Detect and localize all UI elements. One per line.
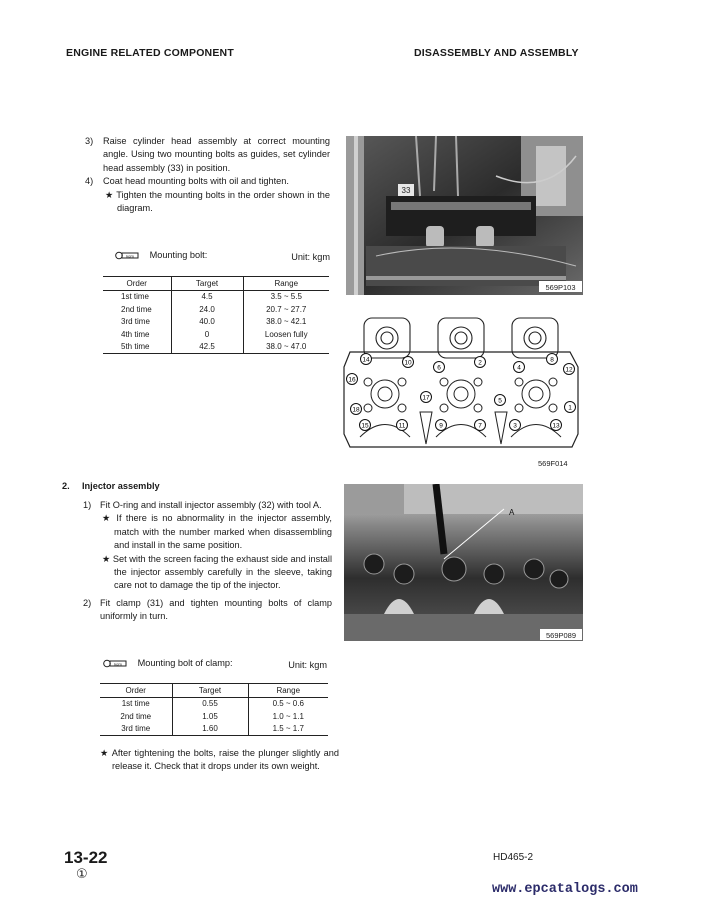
- bolt-order-number: 6: [437, 364, 441, 372]
- bolt-order-number: 8: [550, 356, 554, 364]
- bolt-order-number: 9: [439, 422, 443, 430]
- bolt-order-marker: [421, 392, 432, 403]
- note-item: ★ Set with the screen facing the exhaust side and install the injector assembly carefully in the sleeve, taking care not to damage the tip of the injector.: [102, 553, 332, 591]
- section-2-step-1: [62, 499, 332, 512]
- table-cell: 3rd time: [121, 724, 151, 734]
- column-header: Target: [172, 684, 248, 698]
- svg-text:569P089: 569P089: [545, 631, 577, 640]
- step-number: 1): [83, 500, 92, 510]
- table-row: [100, 697, 328, 710]
- bolt-order-marker: [351, 404, 362, 415]
- bolt-order-marker: [475, 420, 486, 431]
- torque-table-2: [100, 683, 328, 736]
- table-cell: 20.7 ~ 27.7: [243, 303, 329, 316]
- table-cell: 3.5 ~ 5.5: [243, 290, 329, 303]
- column-header: Order: [125, 685, 146, 695]
- table-cell: 5th time: [121, 342, 150, 352]
- bolt-order-number: 5: [498, 397, 502, 405]
- bolt-order-number: 13: [552, 422, 560, 430]
- bolt-order-number: 2: [478, 359, 482, 367]
- table-cell: 0.5 ~ 0.6: [248, 697, 328, 710]
- section-header-left: ENGINE RELATED COMPONENT: [66, 47, 234, 59]
- torque-unit: Unit: kgm: [288, 660, 327, 670]
- step-list-head: [85, 135, 330, 215]
- diagram-caption: 569F014: [538, 459, 568, 468]
- table-cell: 2nd time: [120, 711, 152, 721]
- step-3: [85, 135, 330, 175]
- bolt-order-marker: [514, 362, 525, 373]
- bolt-order-marker: [547, 354, 558, 365]
- torque-label: Mounting bolt of clamp:: [137, 658, 233, 668]
- torque-unit: Unit: kgm: [291, 252, 330, 262]
- bolt-order-number: 18: [352, 406, 360, 414]
- section-2-heading: [62, 480, 332, 494]
- bolt-order-number: 17: [422, 394, 430, 402]
- table-cell: 42.5: [171, 341, 243, 354]
- table-cell: 40.0: [171, 316, 243, 329]
- section-header-right: DISASSEMBLY AND ASSEMBLY: [414, 47, 579, 59]
- bolt-order-marker: [403, 357, 414, 368]
- engine-photo-illustration: [346, 136, 583, 295]
- svg-text:kgm: kgm: [126, 253, 134, 259]
- bolt-order-marker: [436, 420, 447, 431]
- svg-text:A: A: [509, 508, 515, 517]
- table-row: [103, 316, 329, 329]
- bolt-order-number: 4: [517, 364, 521, 372]
- svg-text:33: 33: [401, 186, 411, 195]
- column-header: Order: [126, 278, 147, 288]
- table-cell: Loosen fully: [243, 328, 329, 341]
- bolt-order-marker: [475, 357, 486, 368]
- torque-spec-2: [103, 657, 327, 671]
- torque-wrench-icon: [103, 659, 127, 668]
- table-cell: 1st time: [121, 699, 150, 709]
- page-number: 13-22: [64, 848, 108, 867]
- table-row: [103, 328, 329, 341]
- table-cell: 24.0: [171, 303, 243, 316]
- bolt-order-number: 3: [513, 422, 517, 430]
- torque-spec-1: [115, 249, 330, 263]
- section-2-step-2: [62, 597, 332, 624]
- bolt-tightening-order-diagram: [340, 312, 582, 468]
- step-4: [85, 175, 330, 188]
- column-header: Range: [243, 277, 329, 291]
- table-cell: 2nd time: [121, 304, 152, 314]
- torque-table-1: [103, 276, 329, 354]
- bolt-order-marker: [495, 395, 506, 406]
- table-row: [100, 710, 328, 723]
- table-cell: 1.5 ~ 1.7: [248, 723, 328, 736]
- bolt-order-number: 14: [362, 356, 370, 364]
- injector-photo: [344, 484, 583, 641]
- bolt-order-number: 11: [398, 422, 406, 430]
- note-head: ★ Tighten the mounting bolts in the order shown in the diagram.: [105, 189, 330, 214]
- cylinder-head-photo: [346, 136, 583, 295]
- svg-text:kgm: kgm: [114, 661, 122, 667]
- bolt-order-number: 10: [404, 359, 412, 367]
- bolt-order-marker: [564, 364, 575, 375]
- svg-text:569P103: 569P103: [545, 283, 576, 292]
- table-cell: 3rd time: [121, 317, 150, 327]
- table-cell: 0: [171, 328, 243, 341]
- step-number: 4): [85, 176, 94, 187]
- table-cell: 1st time: [121, 292, 150, 302]
- column-header: Range: [248, 684, 328, 698]
- step-number: 2): [83, 597, 92, 608]
- table-row: [103, 290, 329, 303]
- table-header-row: [103, 277, 329, 291]
- section-2: [62, 480, 332, 624]
- bolt-order-number: 7: [478, 422, 482, 430]
- watermark-url-link[interactable]: www.epcatalogs.com: [492, 882, 638, 897]
- torque-label: Mounting bolt:: [149, 250, 208, 260]
- table-cell: 38.0 ~ 42.1: [243, 316, 329, 329]
- step-text: Fit O-ring and install injector assembly (32) with tool A.: [100, 500, 322, 510]
- section-number: 2.: [62, 481, 70, 491]
- bolt-order-number: 1: [568, 404, 572, 412]
- section-title: Injector assembly: [82, 481, 160, 491]
- table-header-row: [100, 684, 328, 698]
- torque-wrench-icon: [115, 251, 139, 260]
- note-item: ★ If there is no abnormality in the injector assembly, match with the number marked when disassembling and install in the same position.: [102, 513, 332, 551]
- table-cell: 38.0 ~ 47.0: [243, 341, 329, 354]
- diagram-svg: [340, 312, 582, 457]
- bolt-order-marker: [347, 374, 358, 385]
- table-cell: 4.5: [171, 290, 243, 303]
- bolt-order-marker: [551, 420, 562, 431]
- table-cell: 0.55: [172, 697, 248, 710]
- bolt-order-marker: [565, 402, 576, 413]
- step-text: Fit clamp (31) and tighten mounting bolts of clamp uniformly in turn.: [100, 597, 332, 622]
- table-row: [103, 303, 329, 316]
- bolt-order-number: 12: [565, 366, 573, 374]
- bolt-order-marker: [510, 420, 521, 431]
- column-header: Target: [171, 277, 243, 291]
- step-number: 3): [85, 136, 94, 146]
- step-text: Raise cylinder head assembly at correct mounting angle. Using two mounting bolts as guides, set cylinder head assembly (33) in position.: [103, 136, 330, 173]
- step-text: Coat head mounting bolts with oil and tighten.: [103, 176, 289, 187]
- model-number: HD465-2: [493, 852, 534, 863]
- table-cell: 1.0 ~ 1.1: [248, 710, 328, 723]
- table-row: [103, 341, 329, 354]
- table-cell: 4th time: [121, 329, 150, 339]
- final-note: ★ After tightening the bolts, raise the plunger slightly and release it. Check that it drops under its own weight.: [100, 748, 339, 772]
- bolt-order-marker: [360, 420, 371, 431]
- bolt-order-number: 15: [361, 422, 369, 430]
- bolt-order-marker: [397, 420, 408, 431]
- revision-mark: ①: [76, 866, 88, 881]
- table-row: [100, 723, 328, 736]
- injector-photo-illustration: [344, 484, 583, 641]
- bolt-order-marker: [361, 354, 372, 365]
- bolt-order-marker: [434, 362, 445, 373]
- table-cell: 1.05: [172, 710, 248, 723]
- bolt-order-number: 16: [348, 376, 356, 384]
- table-cell: 1.60: [172, 723, 248, 736]
